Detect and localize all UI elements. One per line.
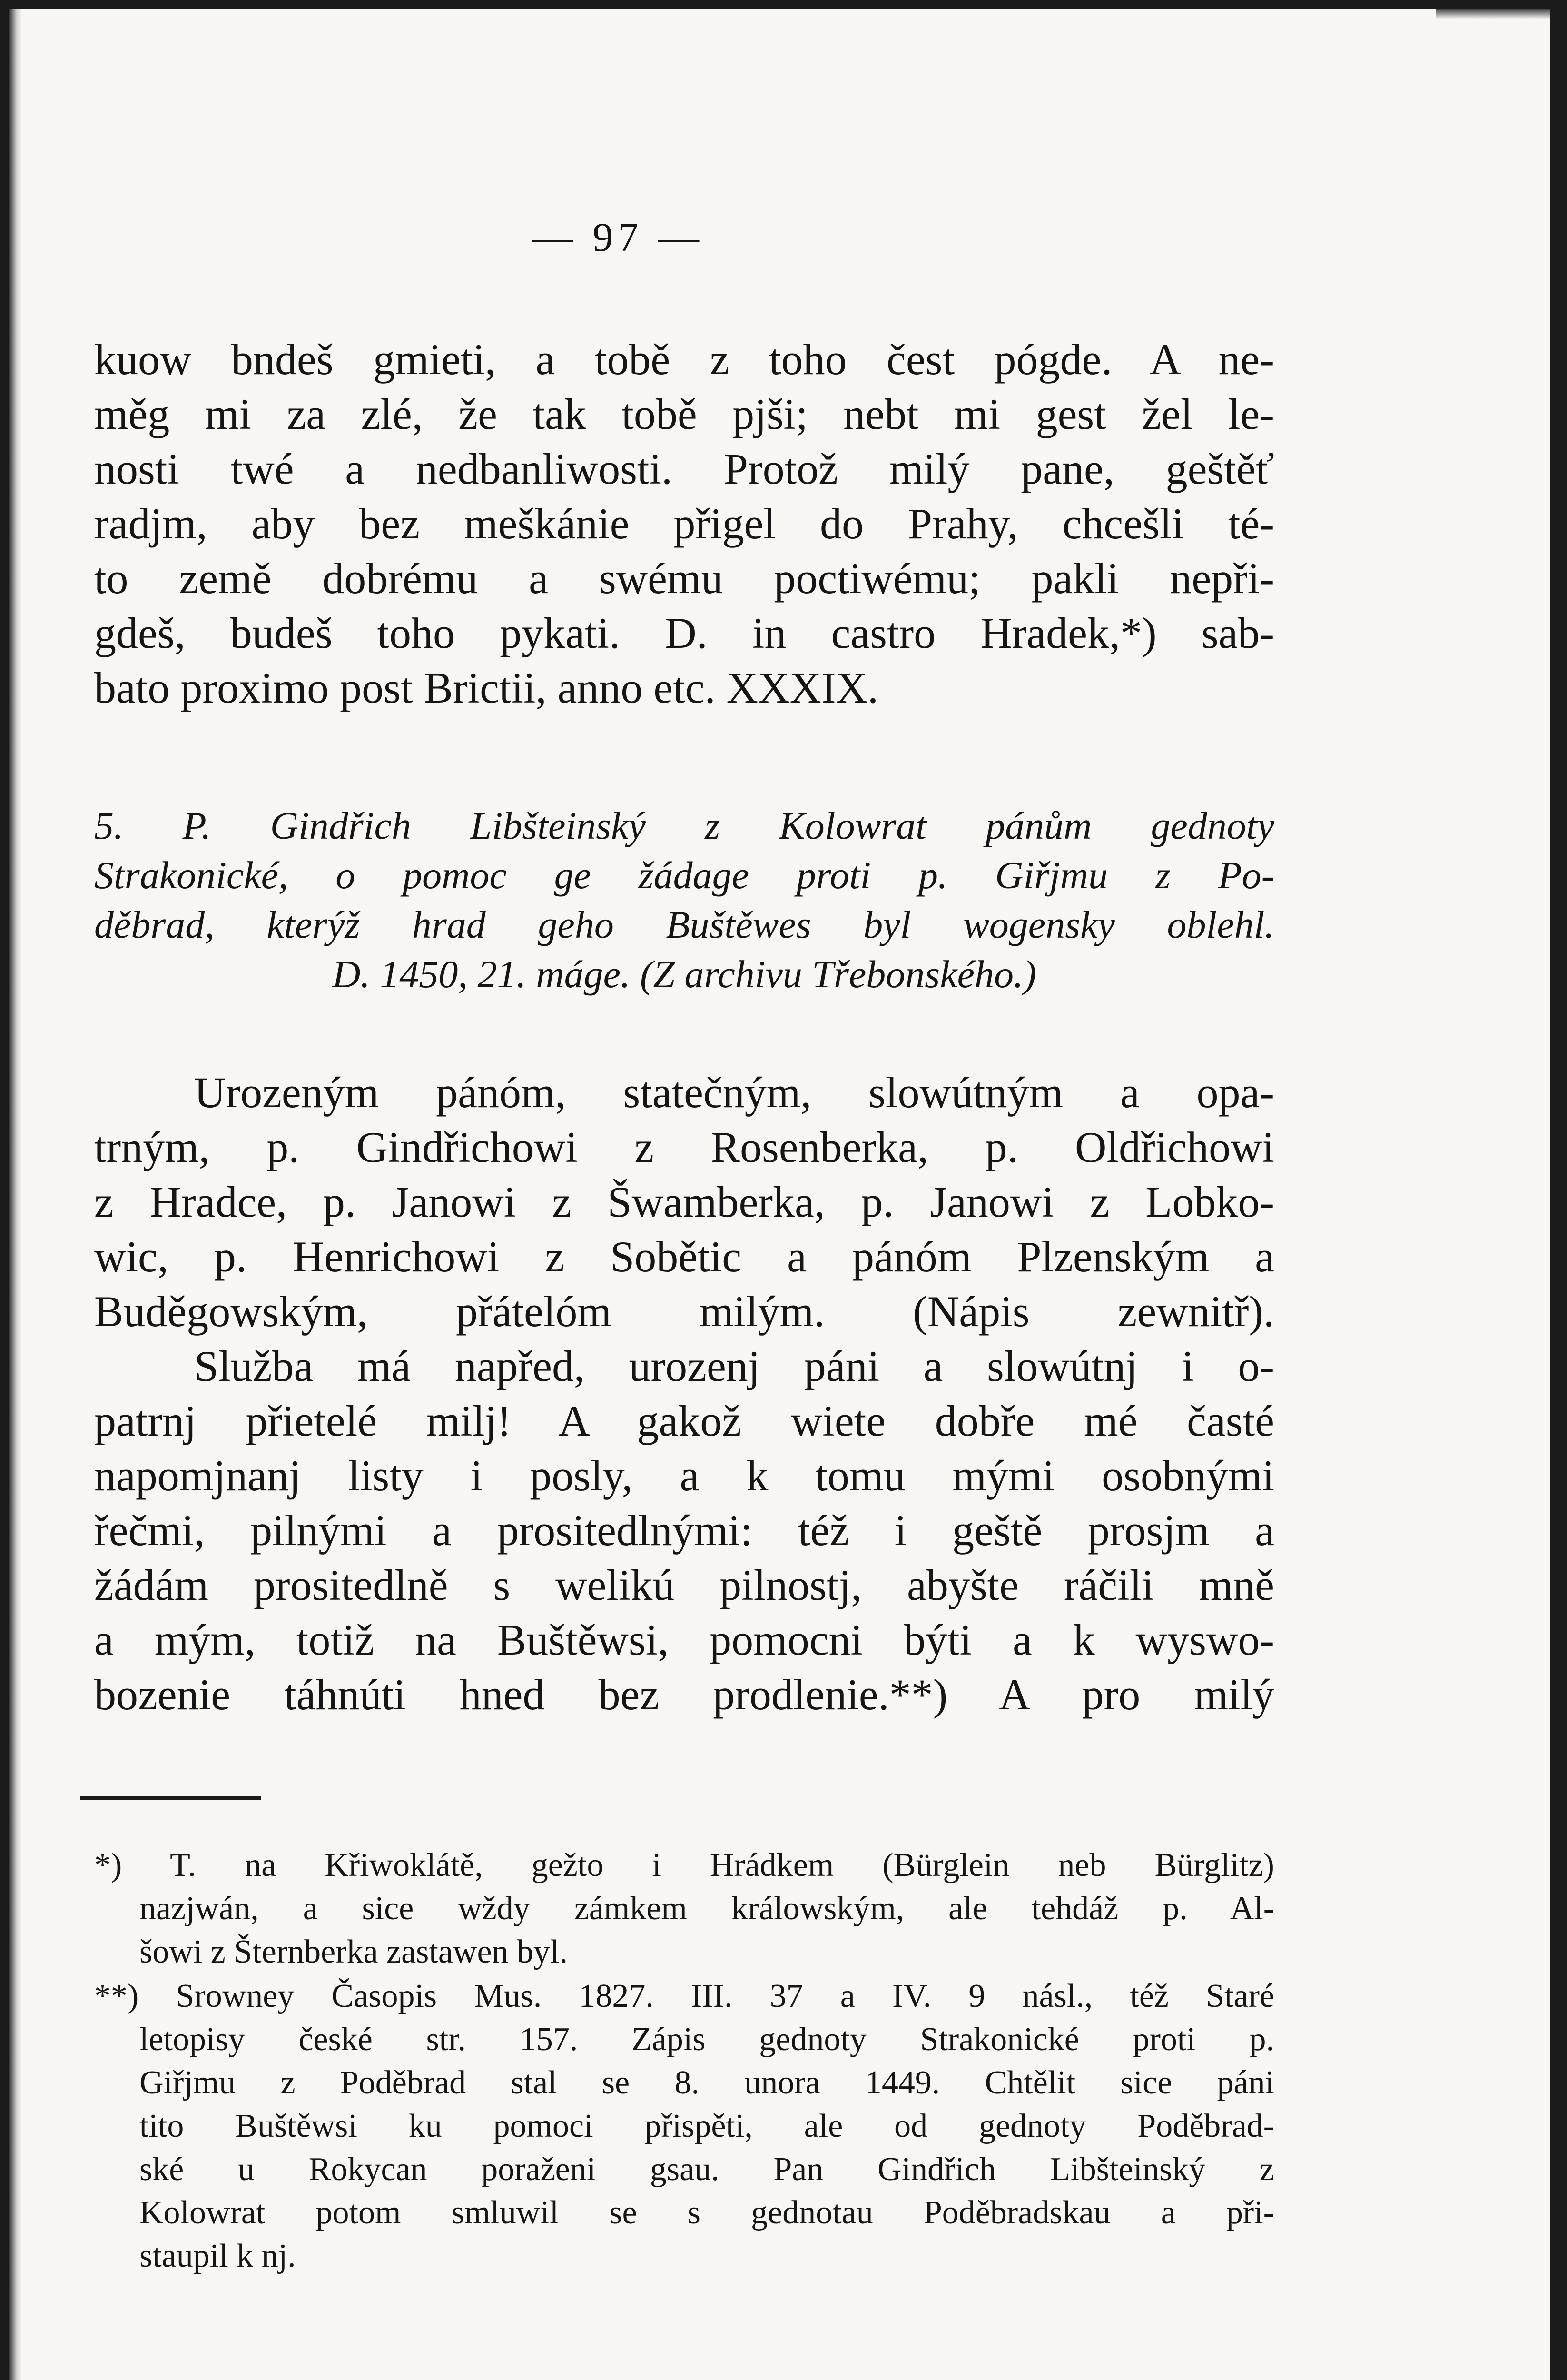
footnote-line: tito Buštěwsi ku pomoci přispěti, ale od gednoty Poděbrad- [139, 2108, 1274, 2144]
footnote-line: nazjwán, a sice wždy zámkem králowským, ale tehdáž p. Al- [139, 1890, 1274, 1927]
footnote-1 [94, 1844, 1274, 1973]
text-line: gdeš, budeš toho pykati. D. in castro Hradek,*) sab- [94, 609, 1274, 657]
letter-address [94, 1065, 1274, 1339]
page-spine-shadow [9, 9, 22, 2380]
footnote-line: Giřjmu z Poděbrad stal se 8. unora 1449. Chtělit sice páni [139, 2064, 1274, 2101]
text-line: patrnj přietelé milj! A gakož wiete dobře mé časté [94, 1397, 1274, 1445]
footnote-line: **) Srowney Časopis Mus. 1827. III. 37 a IV. 9 násl., též Staré [94, 1978, 1274, 2014]
footnote-line: Kolowrat potom smluwil se s gednotau Poděbradskau a při- [139, 2194, 1274, 2231]
text-line: napomjnanj listy i posly, a k tomu mými osobnými [94, 1451, 1274, 1500]
text-line: kuow bndeš gmieti, a tobě z toho čest pógde. A ne- [94, 335, 1274, 384]
text-line: Služba má napřed, urozenj páni a slowútnj i o- [194, 1342, 1274, 1390]
heading-line: D. 1450, 21. máge. (Z archivu Třebonského.) [332, 952, 1036, 996]
letter-heading [94, 801, 1274, 999]
heading-line: 5. P. Gindřich Libšteinský z Kolowrat pánům gednoty [94, 804, 1274, 847]
footnote-line: šowi z Šternberka zastawen byl. [139, 1934, 568, 1970]
text-line: žádám prositedlně s welikú pilnostj, abyšte ráčili mně [94, 1561, 1274, 1609]
text-line: Buděgowským, přátelóm milým. (Nápis zewnitř). [94, 1287, 1274, 1336]
footnote-line: staupil k nj. [139, 2238, 296, 2274]
book-page [9, 9, 1550, 2380]
heading-line: Strakonické, o pomoc ge žádage proti p. Giřjmu z Po- [94, 853, 1274, 897]
text-line: a mým, totiž na Buštěwsi, pomocni býti a k wyswo- [94, 1616, 1274, 1664]
text-line: bozenie táhnúti hned bez prodlenie.**) A pro milý [94, 1670, 1274, 1719]
text-line: měg mi za zlé, že tak tobě pjši; nebt mi gest žel le- [94, 390, 1274, 438]
letter-body [94, 1339, 1274, 1722]
text-line: nosti twé a nedbanliwosti. Protož milý pane, geštěť [94, 445, 1274, 493]
text-line: řečmi, pilnými a prositedlnými: též i geště prosjm a [94, 1506, 1274, 1555]
text-line: wic, p. Henrichowi z Sobětic a pánóm Plzenským a [94, 1232, 1274, 1281]
page-number: — 97 — [532, 214, 704, 260]
text-line: trným, p. Gindřichowi z Rosenberka, p. Oldřichowi [94, 1123, 1274, 1171]
page-edge-shadow [1436, 9, 1550, 19]
text-line: to země dobrému a swému poctiwému; pakli nepři- [94, 554, 1274, 603]
footnote-line: letopisy české str. 157. Zápis gednoty Strakonické proti p. [139, 2021, 1274, 2058]
footnote-rule [80, 1796, 261, 1800]
footnote-line: *) T. na Křiwoklátě, gežto i Hrádkem (Bürglein neb Bürglitz) [94, 1847, 1274, 1884]
text-line: Urozeným pánóm, statečným, slowútným a opa- [194, 1068, 1274, 1117]
footnote-line: ské u Rokycan poraženi gsau. Pan Gindřich Libšteinský z [139, 2151, 1274, 2188]
footnote-2 [94, 1974, 1274, 2278]
text-line: z Hradce, p. Janowi z Šwamberka, p. Janowi z Lobko- [94, 1178, 1274, 1226]
text-line: bato proximo post Brictii, anno etc. XXXIX. [94, 664, 879, 712]
heading-line: děbrad, kterýž hrad geho Buštěwes byl wogensky oblehl. [94, 903, 1274, 946]
text-line: radjm, aby bez meškánie přigel do Prahy, chcešli té- [94, 499, 1274, 548]
letter-end-paragraph [94, 332, 1274, 715]
